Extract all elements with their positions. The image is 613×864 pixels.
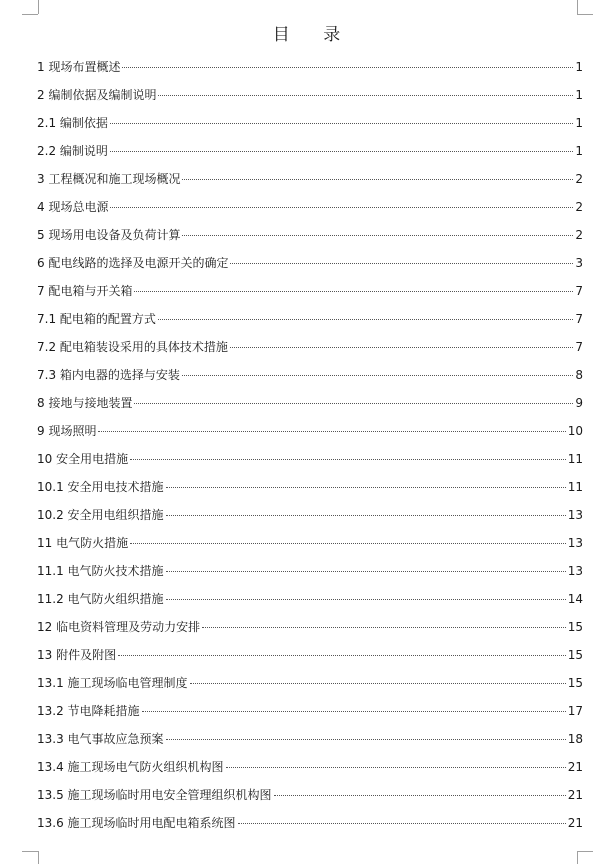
toc-entry-text[interactable]: 13.4 施工现场电气防火组织机构图 xyxy=(37,760,224,774)
toc-page-number[interactable]: 8 xyxy=(575,368,583,382)
toc-page-number[interactable]: 15 xyxy=(567,676,583,690)
toc-dot-leader xyxy=(274,795,566,796)
toc-entry[interactable] xyxy=(37,53,583,81)
toc-dot-leader xyxy=(182,235,573,236)
toc-page-number[interactable]: 1 xyxy=(575,116,583,130)
toc-dot-leader xyxy=(110,151,573,152)
toc-dot-leader xyxy=(110,207,573,208)
toc-page-number[interactable]: 1 xyxy=(575,60,583,74)
crop-mark xyxy=(38,0,39,14)
toc-dot-leader xyxy=(166,515,566,516)
toc-entry[interactable] xyxy=(37,249,583,277)
toc-dot-leader xyxy=(158,319,573,320)
toc-entry-text[interactable]: 13.6 施工现场临时用电配电箱系统图 xyxy=(37,816,236,830)
toc-dot-leader xyxy=(98,431,565,432)
toc-entry-text[interactable]: 11.1 电气防火技术措施 xyxy=(37,564,164,578)
toc-entry[interactable] xyxy=(37,389,583,417)
crop-mark xyxy=(22,851,38,852)
toc-entry-text[interactable]: 13.1 施工现场临电管理制度 xyxy=(37,676,188,690)
toc-entry[interactable] xyxy=(37,305,583,333)
toc-entry-text[interactable]: 13.5 施工现场临时用电安全管理组织机构图 xyxy=(37,788,272,802)
toc-entry-text[interactable]: 7 配电箱与开关箱 xyxy=(37,284,133,298)
toc-entry-text[interactable]: 12 临电资料管理及劳动力安排 xyxy=(37,620,201,634)
toc-entry-text[interactable]: 7.2 配电箱装设采用的具体技术措施 xyxy=(37,340,228,354)
toc-dot-leader xyxy=(166,487,566,488)
toc-page-number[interactable]: 10 xyxy=(567,424,583,438)
toc-page-number[interactable]: 1 xyxy=(575,88,583,102)
toc-page-number[interactable]: 17 xyxy=(567,704,583,718)
toc-entry-text[interactable]: 13 附件及附图 xyxy=(37,648,117,662)
table-of-contents xyxy=(37,53,583,837)
toc-dot-leader xyxy=(130,459,566,460)
toc-page-number[interactable]: 7 xyxy=(575,340,583,354)
toc-entry-text[interactable]: 10 安全用电措施 xyxy=(37,452,129,466)
toc-entry[interactable] xyxy=(37,473,583,501)
toc-dot-leader xyxy=(134,291,573,292)
toc-entry[interactable] xyxy=(37,501,583,529)
crop-mark xyxy=(577,851,578,864)
toc-dot-leader xyxy=(122,67,573,68)
toc-page-number[interactable]: 2 xyxy=(575,200,583,214)
toc-entry[interactable] xyxy=(37,669,583,697)
toc-entry[interactable] xyxy=(37,193,583,221)
toc-entry[interactable] xyxy=(37,137,583,165)
toc-dot-leader xyxy=(190,683,566,684)
toc-dot-leader xyxy=(182,375,573,376)
toc-entry-text[interactable]: 2 编制依据及编制说明 xyxy=(37,88,157,102)
toc-entry-text[interactable]: 7.1 配电箱的配置方式 xyxy=(37,312,156,326)
toc-entry-text[interactable]: 10.1 安全用电技术措施 xyxy=(37,480,164,494)
toc-page-number[interactable]: 2 xyxy=(575,228,583,242)
toc-entry-text[interactable]: 10.2 安全用电组织措施 xyxy=(37,508,164,522)
toc-page-number[interactable]: 21 xyxy=(567,788,583,802)
toc-entry-text[interactable]: 7.3 箱内电器的选择与安装 xyxy=(37,368,180,382)
toc-page-number[interactable]: 14 xyxy=(567,592,583,606)
toc-page-number[interactable]: 15 xyxy=(567,648,583,662)
toc-page-number[interactable]: 21 xyxy=(567,816,583,830)
toc-entry[interactable] xyxy=(37,109,583,137)
toc-page-number[interactable]: 13 xyxy=(567,564,583,578)
toc-entry[interactable] xyxy=(37,529,583,557)
toc-entry[interactable] xyxy=(37,781,583,809)
toc-entry-text[interactable]: 3 工程概况和施工现场概况 xyxy=(37,172,181,186)
toc-dot-leader xyxy=(118,655,566,656)
toc-dot-leader xyxy=(158,95,573,96)
toc-entry[interactable] xyxy=(37,641,583,669)
crop-mark xyxy=(577,0,578,14)
toc-entry[interactable] xyxy=(37,221,583,249)
toc-dot-leader xyxy=(230,347,573,348)
toc-entry-text[interactable]: 11 电气防火措施 xyxy=(37,536,129,550)
toc-dot-leader xyxy=(182,179,573,180)
crop-mark xyxy=(22,14,38,15)
crop-mark xyxy=(577,14,593,15)
crop-mark xyxy=(577,851,593,852)
toc-entry-text[interactable]: 4 现场总电源 xyxy=(37,200,109,214)
toc-entry-text[interactable]: 11.2 电气防火组织措施 xyxy=(37,592,164,606)
toc-page-number[interactable]: 15 xyxy=(567,620,583,634)
toc-title: 目 录 xyxy=(272,25,355,45)
toc-entry-text[interactable]: 8 接地与接地装置 xyxy=(37,396,133,410)
toc-entry[interactable] xyxy=(37,165,583,193)
toc-entry[interactable] xyxy=(37,753,583,781)
toc-dot-leader xyxy=(166,739,566,740)
toc-entry[interactable] xyxy=(37,585,583,613)
toc-page-number[interactable]: 3 xyxy=(575,256,583,270)
toc-entry-text[interactable]: 9 现场照明 xyxy=(37,424,97,438)
toc-dot-leader xyxy=(110,123,573,124)
toc-entry[interactable] xyxy=(37,809,583,837)
toc-entry-text[interactable]: 2.2 编制说明 xyxy=(37,144,108,158)
toc-dot-leader xyxy=(134,403,573,404)
toc-page-number[interactable]: 11 xyxy=(567,480,583,494)
toc-entry[interactable] xyxy=(37,725,583,753)
toc-entry[interactable] xyxy=(37,417,583,445)
toc-entry-text[interactable]: 6 配电线路的选择及电源开关的确定 xyxy=(37,256,229,270)
toc-dot-leader xyxy=(166,599,566,600)
toc-dot-leader xyxy=(130,543,566,544)
toc-dot-leader xyxy=(226,767,566,768)
toc-entry-text[interactable]: 5 现场用电设备及负荷计算 xyxy=(37,228,181,242)
toc-entry[interactable] xyxy=(37,81,583,109)
toc-dot-leader xyxy=(238,823,566,824)
toc-page-number[interactable]: 18 xyxy=(567,732,583,746)
toc-entry[interactable] xyxy=(37,361,583,389)
toc-dot-leader xyxy=(142,711,566,712)
toc-page-number[interactable]: 11 xyxy=(567,452,583,466)
toc-entry[interactable] xyxy=(37,277,583,305)
toc-entry[interactable] xyxy=(37,557,583,585)
toc-page-number[interactable]: 7 xyxy=(575,284,583,298)
toc-page-number[interactable]: 7 xyxy=(575,312,583,326)
crop-mark xyxy=(38,851,39,864)
toc-page-number[interactable]: 13 xyxy=(567,536,583,550)
toc-page-number[interactable]: 21 xyxy=(567,760,583,774)
toc-page-number[interactable]: 13 xyxy=(567,508,583,522)
toc-entry[interactable] xyxy=(37,613,583,641)
toc-dot-leader xyxy=(230,263,573,264)
toc-entry[interactable] xyxy=(37,445,583,473)
toc-dot-leader xyxy=(202,627,566,628)
toc-entry-text[interactable]: 13.3 电气事故应急预案 xyxy=(37,732,164,746)
toc-page-number[interactable]: 2 xyxy=(575,172,583,186)
toc-entry-text[interactable]: 2.1 编制依据 xyxy=(37,116,108,130)
toc-entry[interactable] xyxy=(37,697,583,725)
toc-page-number[interactable]: 1 xyxy=(575,144,583,158)
toc-entry-text[interactable]: 13.2 节电降耗措施 xyxy=(37,704,140,718)
toc-entry[interactable] xyxy=(37,333,583,361)
toc-dot-leader xyxy=(166,571,566,572)
toc-page-number[interactable]: 9 xyxy=(575,396,583,410)
toc-entry-text[interactable]: 1 现场布置概述 xyxy=(37,60,121,74)
